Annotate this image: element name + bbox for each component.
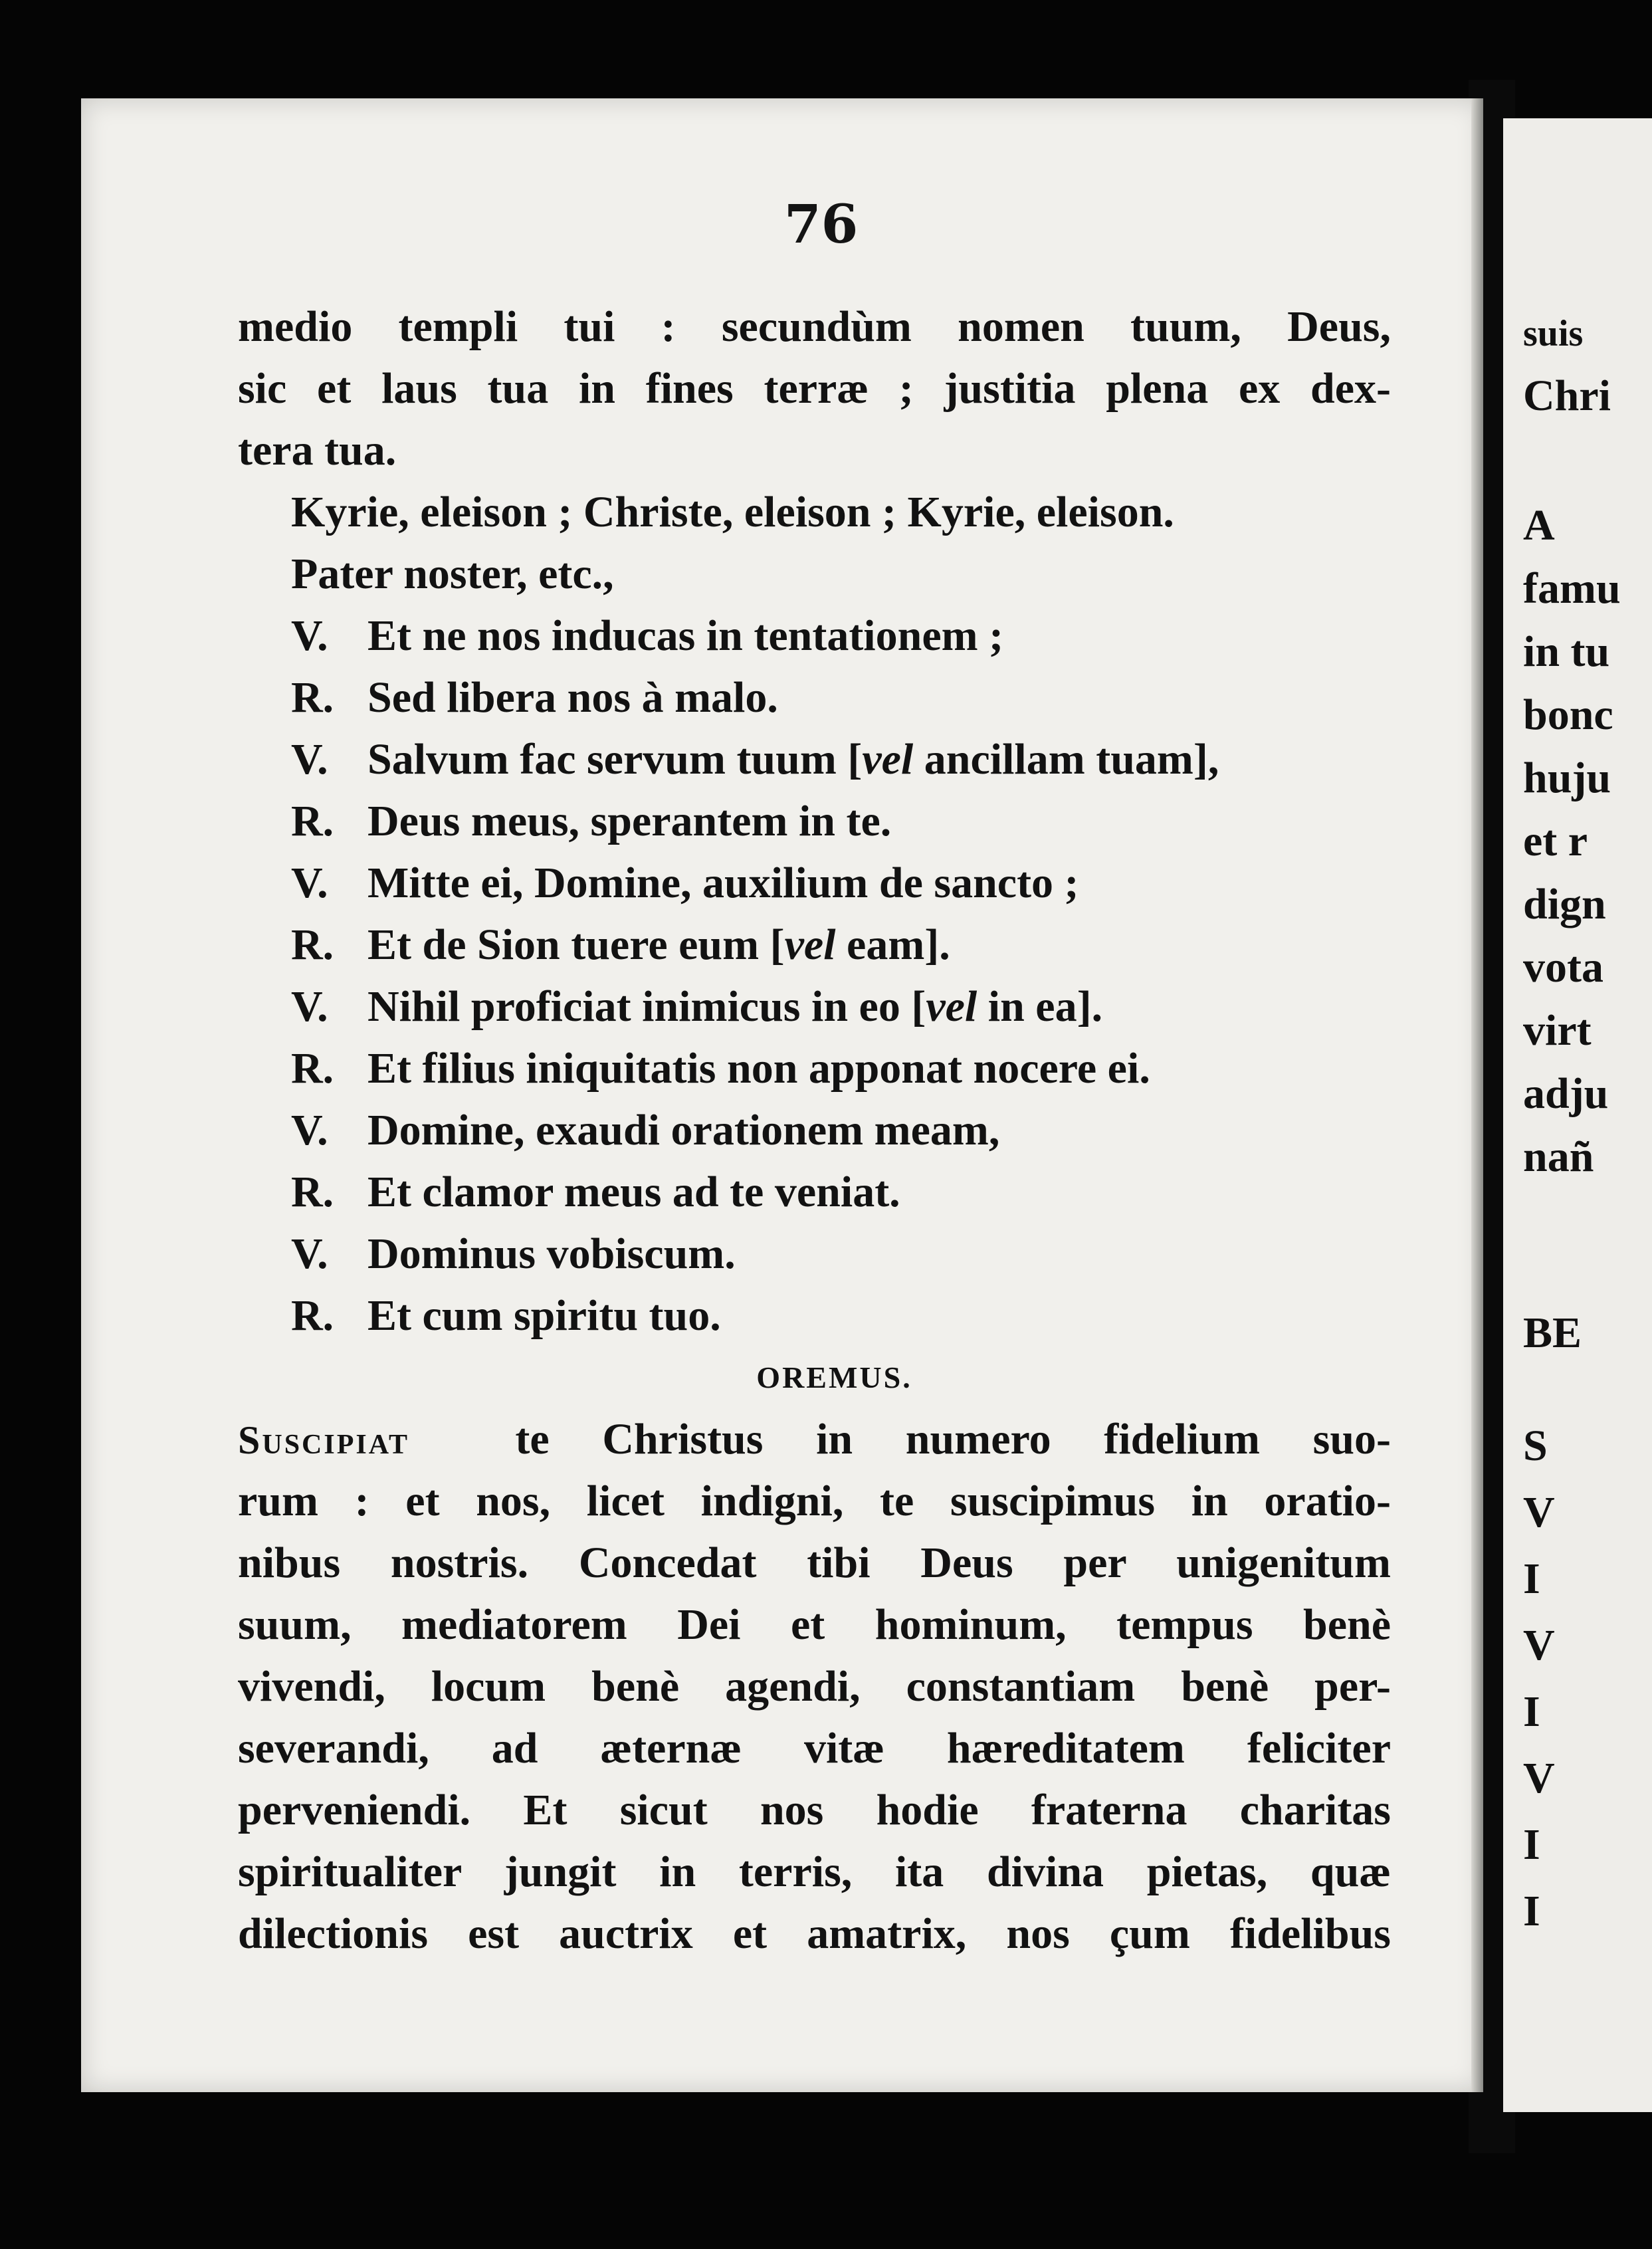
prayer-line: perveniendi. Et sicut nos hodie fraterna charitas xyxy=(238,1786,1391,1834)
response-line xyxy=(238,914,1391,976)
versicle-text: Et ne nos inducas in tentationem ; xyxy=(367,611,1004,660)
response-mark: R. xyxy=(291,797,334,845)
prayer-line: suum, mediatorem Dei et hominum, tempus benè xyxy=(238,1600,1391,1649)
versicle-line xyxy=(238,605,1391,667)
versicle-text: Domine, exaudi orationem meam, xyxy=(367,1106,1000,1154)
facing-fragment: V xyxy=(1523,1754,1555,1802)
response-line xyxy=(238,1161,1391,1223)
facing-fragment: bonc xyxy=(1523,691,1613,739)
prayer-text: te Christus in numero fidelium suo- xyxy=(515,1415,1392,1463)
facing-fragment: adju xyxy=(1523,1069,1609,1118)
response-italic: vel xyxy=(784,920,836,969)
versicle-text: ancillam tuam], xyxy=(913,735,1219,784)
versicle-text: Mitte ei, Domine, auxilium de sancto ; xyxy=(367,859,1079,907)
versicle-italic: vel xyxy=(926,982,978,1031)
facing-fragment: vota xyxy=(1523,943,1603,992)
response-line xyxy=(238,790,1391,852)
facing-fragment: in tu xyxy=(1523,627,1610,676)
response-text: Et cum spiritu tuo. xyxy=(367,1291,721,1340)
facing-fragment: BE xyxy=(1523,1309,1582,1357)
page-number: 76 xyxy=(784,193,859,255)
prayer-line: vivendi, locum benè agendi, constantiam benè per- xyxy=(238,1662,1391,1711)
response-text: Deus meus, sperantem in te. xyxy=(367,797,892,845)
response-line xyxy=(238,667,1391,728)
facing-fragment: virt xyxy=(1523,1006,1592,1055)
response-mark: R. xyxy=(291,673,334,722)
versicle-line xyxy=(238,1223,1391,1285)
facing-fragment: I xyxy=(1523,1687,1540,1736)
versicle-text: Salvum fac servum tuum [ xyxy=(367,735,863,784)
kyrie-line: Kyrie, eleison ; Christe, eleison ; Kyrie, eleison. xyxy=(291,488,1174,536)
right-page-edge xyxy=(1503,118,1652,2112)
facing-fragment: suis xyxy=(1523,313,1584,354)
versicle-italic: vel xyxy=(862,735,914,784)
response-text: Sed libera nos à malo. xyxy=(367,673,778,722)
facing-fragment: I xyxy=(1523,1887,1540,1935)
facing-fragment: V xyxy=(1523,1621,1555,1669)
versicle-text: Dominus vobiscum. xyxy=(367,1230,736,1278)
facing-fragment: Chri xyxy=(1523,372,1611,420)
response-mark: R. xyxy=(291,920,334,969)
response-line xyxy=(238,1285,1391,1346)
facing-fragment: A xyxy=(1523,501,1555,550)
facing-fragment: dign xyxy=(1523,880,1606,928)
prayer-initial-word: Suscipiat xyxy=(238,1418,409,1462)
versicle-text: in ea]. xyxy=(977,982,1103,1031)
response-mark: R. xyxy=(291,1291,334,1340)
versicle-mark: V. xyxy=(291,611,328,660)
response-line xyxy=(238,1037,1391,1099)
prayer-line: rum : et nos, licet indigni, te suscipimus in oratio- xyxy=(238,1477,1391,1525)
versicle-mark: V. xyxy=(291,735,328,784)
versicle-line xyxy=(238,976,1391,1037)
pater-line: Pater noster, etc., xyxy=(291,550,614,598)
prayer-line: nibus nostris. Concedat tibi Deus per unigenitum xyxy=(238,1539,1391,1587)
body-line: medio templi tui : secundùm nomen tuum, Deus, xyxy=(238,302,1391,351)
facing-fragment: I xyxy=(1523,1554,1540,1603)
facing-fragment: V xyxy=(1523,1488,1555,1537)
versicle-line xyxy=(238,1099,1391,1161)
versicle-line xyxy=(238,852,1391,914)
body-line: tera tua. xyxy=(238,426,397,475)
oremus-heading: OREMUS. xyxy=(756,1360,912,1394)
facing-fragment: et r xyxy=(1523,817,1588,865)
prayer-first-line xyxy=(238,1408,1391,1470)
versicle-line xyxy=(238,728,1391,790)
page-body xyxy=(238,296,1391,1965)
versicle-text: Nihil proficiat inimicus in eo [ xyxy=(367,982,926,1031)
prayer-line: severandi, ad æternæ vitæ hæreditatem feliciter xyxy=(238,1724,1391,1772)
facing-fragment: S xyxy=(1523,1422,1548,1470)
versicle-mark: V. xyxy=(291,1106,328,1154)
body-line: sic et laus tua in fines terræ ; justitia plena ex dex- xyxy=(238,364,1391,413)
facing-fragment: nañ xyxy=(1523,1132,1594,1181)
response-text: Et de Sion tuere eum [ xyxy=(367,920,785,969)
versicle-mark: V. xyxy=(291,982,328,1031)
response-text: Et clamor meus ad te veniat. xyxy=(367,1168,900,1216)
response-mark: R. xyxy=(291,1044,334,1093)
response-mark: R. xyxy=(291,1168,334,1216)
facing-fragment: huju xyxy=(1523,754,1611,802)
versicle-mark: V. xyxy=(291,1230,328,1278)
prayer-line: spiritualiter jungit in terris, ita divina pietas, quæ xyxy=(238,1848,1391,1896)
response-text: Et filius iniquitatis non apponat nocere ei. xyxy=(367,1044,1150,1093)
facing-fragment: I xyxy=(1523,1820,1540,1869)
response-text: eam]. xyxy=(835,920,950,969)
facing-fragment: famu xyxy=(1523,564,1621,613)
versicle-mark: V. xyxy=(291,859,328,907)
prayer-line: dilectionis est auctrix et amatrix, nos çum fidelibus xyxy=(238,1909,1391,1958)
